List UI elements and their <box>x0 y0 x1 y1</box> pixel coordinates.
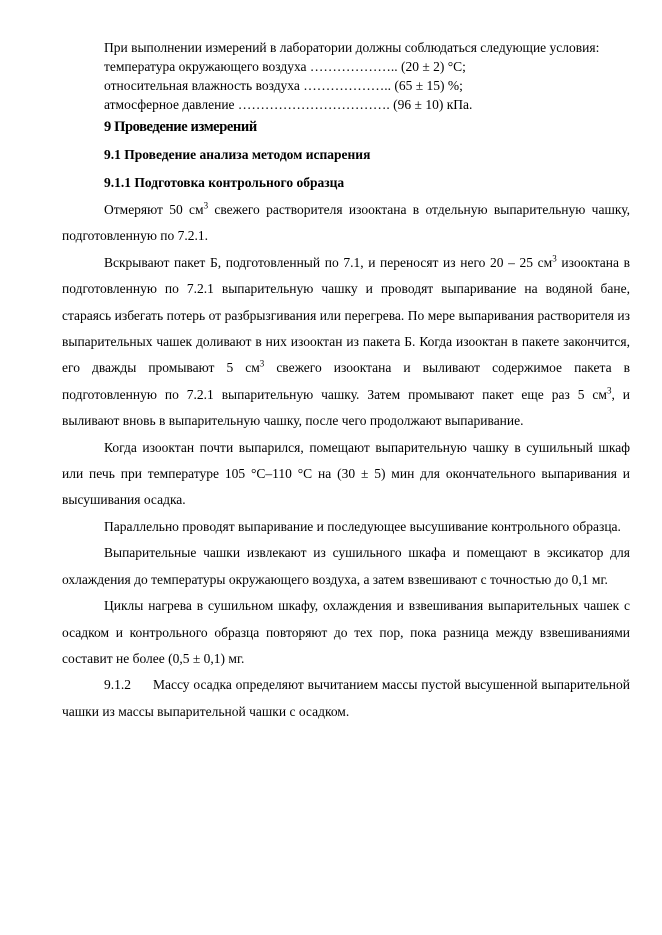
p2-superscript-3: 3 <box>606 385 612 396</box>
paragraph-desiccator: Выпарительные чашки извлекают из сушильного шкафа и помещают в эксикатор для охлаждения до температуры окружающего воздуха, а затем взвешивают с точностью до 0,1 мг. <box>62 545 630 587</box>
paragraph-drying: Когда изооктан почти выпарился, помещают выпарительную чашку в сушильный шкаф или печь при температуре 105 °С–110 °С на (30 ± 5) мин для окончательного выпаривания и высушивания осадка. <box>62 439 630 508</box>
p2-text-d: , и выливают вновь в выпарительную чашку, после чего продолжают выпаривание. <box>62 386 630 429</box>
intro-paragraph <box>62 38 630 57</box>
intro-line-1: При выполнении измерений в лаборатории должны соблюдаться следующие <box>104 40 547 55</box>
section-9-heading: 9 Проведение измерений <box>104 119 257 135</box>
p2-text-c: свежего изооктана и выливают содержимое пакета в подготовленную по 7.2.1 выпарительную чашку. Затем промывают пакет еще раз 5 см <box>62 360 630 402</box>
p2-superscript-2: 3 <box>259 358 265 369</box>
paragraph-measure-solvent <box>62 197 630 250</box>
condition-pressure: атмосферное давление ……………………………. (96 ± 10) кПа. <box>104 97 473 112</box>
paragraph-cycles: Циклы нагрева в сушильном шкафу, охлаждения и взвешивания выпарительных чашек с осадком и контрольного образца повторяют до тех пор, пока разница между взвешиваниями составит не более (0,5 ± 0,1) мг. <box>62 598 630 666</box>
section-9-1-1-heading: 9.1.1 Подготовка контрольного образца <box>104 175 345 190</box>
p1-text-b: свежего растворителя изооктана в отдельную выпарительную чашку, подготовленную по 7.2.1. <box>62 202 630 244</box>
paragraph-parallel: Параллельно проводят выпаривание и последующее высушивание контрольного образца. <box>104 518 621 534</box>
document-page <box>62 38 630 725</box>
paragraph-open-packet <box>62 250 630 435</box>
p2-superscript-1: 3 <box>552 253 557 264</box>
paragraph-9-1-2 <box>62 672 630 725</box>
p2-text-a: Вскрывают пакет Б, подготовленный по 7.1, и переносят из него 20 – 25 см <box>104 254 553 270</box>
p2-text-b: изооктана в подготовленную по 7.2.1 выпарительную чашку и проводят выпаривание на водяной бане, стараясь избегать потерь от разбрызгивания или перегрева. По мере выпаривания растворителя из выпарительных чашек доливают в них изооктан из пакета Б. Когда изооктан в пакете закончится, его дважды промывают 5 см <box>62 254 630 376</box>
condition-temperature: температура окружающего воздуха ……………….. (20 ± 2) °С; <box>104 59 466 74</box>
condition-humidity: относительная влажность воздуха ……………….. (65 ± 15) %; <box>104 78 463 93</box>
clause-text-9-1-2: Массу осадка определяют вычитанием массы пустой высушенной выпарительной чашки из массы выпарительной чашки с осадком. <box>62 677 630 719</box>
p1-text-a: Отмеряют 50 см <box>104 202 204 217</box>
intro-line-2: условия: <box>549 40 600 55</box>
p1-superscript: 3 <box>203 200 209 211</box>
clause-number-9-1-2: 9.1.2 <box>104 677 131 693</box>
section-9-1-heading: 9.1 Проведение анализа методом испарения <box>104 147 371 162</box>
conditions-list <box>62 57 630 114</box>
